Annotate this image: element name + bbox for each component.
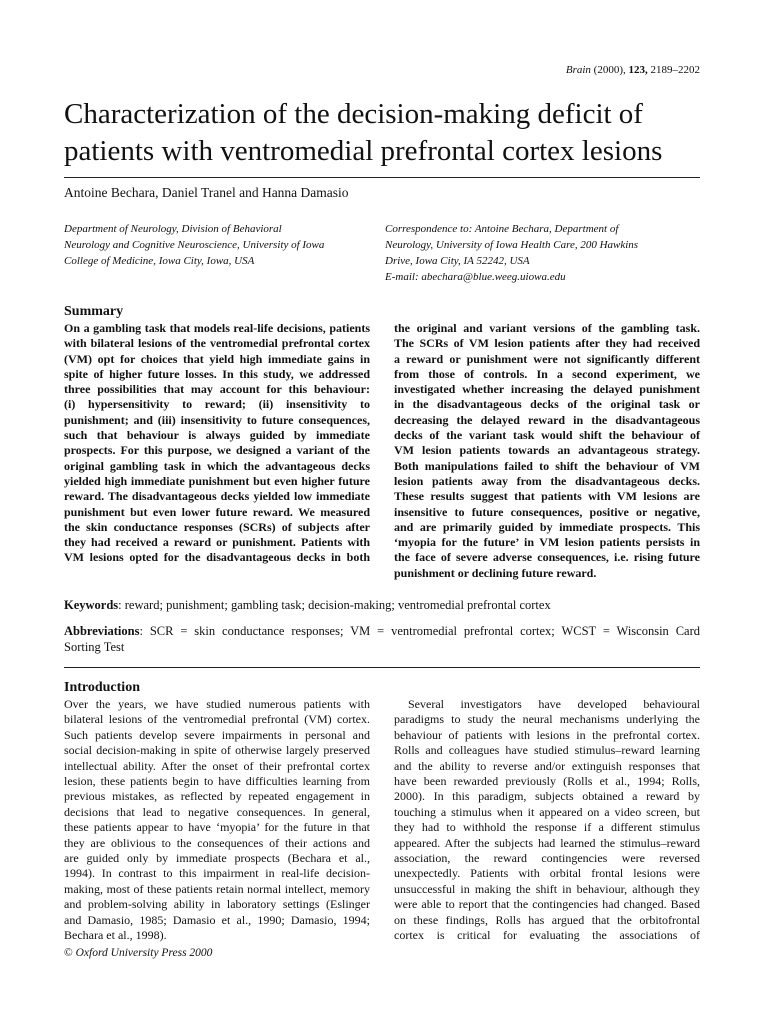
summary-line: decks of the variant task would shift the behaviour of bbox=[394, 428, 700, 443]
summary-line: punishment but even lower future reward. We measured bbox=[64, 504, 370, 519]
keywords-label: Keywords bbox=[64, 598, 119, 612]
body-line: decisions that lead to negative consequences. In general, bbox=[64, 804, 370, 819]
summary-line: the face of severe adverse consequences, i.e. rising future bbox=[394, 550, 700, 565]
body-line: Over the years, we have studied numerous patients with bbox=[64, 697, 370, 711]
correspondence-line: Correspondence to: Antoine Bechara, Department of bbox=[385, 223, 619, 235]
body-line: these patients appear to have ‘myopia’ for the future in that bbox=[64, 820, 370, 835]
section-divider bbox=[64, 667, 700, 668]
body-line: behaviour of patients with lesions in the prefrontal cortex. bbox=[394, 727, 700, 742]
summary-line: reward. The disadvantageous decks yielded low immediate bbox=[64, 489, 370, 504]
body-line: intellectual ability. After the onset of their prefrontal cortex bbox=[64, 758, 370, 773]
summary-line: (i) hypersensitivity to reward; (ii) insensitivity to bbox=[64, 397, 370, 412]
body-line: were able to report that the contingencies had changed. Based bbox=[394, 897, 700, 912]
body-line: unsuccessful in making the shift in behaviour, although they bbox=[394, 881, 700, 896]
body-line: paradigms to study the neural mechanisms underlying the bbox=[394, 712, 700, 727]
summary-line: with bilateral lesions of the ventromedial prefrontal cortex bbox=[64, 336, 370, 351]
summary-line: in the disadvantageous decks of the original task or bbox=[394, 397, 700, 412]
summary-line: punishment; and (iii) insensitivity to future consequences, bbox=[64, 412, 370, 427]
affiliation-line: College of Medicine, Iowa City, Iowa, USA bbox=[64, 255, 255, 267]
summary-left-column bbox=[64, 321, 370, 566]
summary-line: decreasing the delayed reward in the disadvantageous bbox=[394, 412, 700, 427]
body-line: and the ability to reverse and/or extinguish responses that bbox=[394, 758, 700, 773]
summary-line: ‘myopia for the future’ in VM lesion patients persists in bbox=[394, 535, 700, 550]
summary-line: On a gambling task that models real-life decisions, patients bbox=[64, 321, 370, 335]
summary-line: punishment or declining future reward. bbox=[394, 565, 597, 580]
journal-reference bbox=[566, 64, 700, 76]
body-line: bilateral lesions of the ventromedial prefrontal (VM) cortex. bbox=[64, 712, 370, 727]
summary-line: three possibilities that may account for this behaviour: bbox=[64, 382, 370, 397]
summary-right-column bbox=[394, 321, 700, 581]
journal-volume: 123, bbox=[628, 64, 648, 76]
summary-line: insensitive to future consequences, positive or negative, bbox=[394, 504, 700, 519]
affiliation-line: Neurology and Cognitive Neuroscience, University of Iowa bbox=[64, 239, 325, 251]
body-line: Such patients develop severe impairments in personal and bbox=[64, 727, 370, 742]
summary-line: from those of controls. In a second experiment, we bbox=[394, 366, 700, 381]
body-line: unexpectedly. Patients with orbital frontal lesions were bbox=[394, 866, 700, 881]
abbreviations-line: Sorting Test bbox=[64, 640, 125, 654]
body-line: Rolls and colleagues have studied stimulus–reward learning bbox=[394, 743, 700, 758]
journal-pages: 2189–2202 bbox=[650, 64, 700, 76]
introduction-left-column bbox=[64, 697, 370, 944]
correspondence-line: Drive, Iowa City, IA 52242, USA bbox=[385, 255, 530, 267]
summary-line: such that behaviour is always guided by immediate bbox=[64, 428, 370, 443]
title-divider bbox=[64, 177, 700, 178]
introduction-heading: Introduction bbox=[64, 680, 140, 695]
body-line: are guided only by immediate prospects (Bechara et al., bbox=[64, 851, 370, 866]
summary-line: yielded high immediate punishment but even higher future bbox=[64, 473, 370, 488]
author-list: Antoine Bechara, Daniel Tranel and Hanna Damasio bbox=[64, 185, 349, 200]
introduction-right-column bbox=[394, 697, 700, 944]
body-line: Bechara et al., 1998). bbox=[64, 928, 167, 943]
summary-line: and are primarily guided by immediate prospects. This bbox=[394, 519, 700, 534]
body-line: association, the reward contingencies were reversed bbox=[394, 851, 700, 866]
summary-line: These results suggest that patients with VM lesions are bbox=[394, 489, 700, 504]
summary-line: (VM) opt for choices that yield high immediate gains in bbox=[64, 351, 370, 366]
affiliation-line: Department of Neurology, Division of Behavioral bbox=[64, 223, 282, 235]
body-line: 2000). In this paradigm, subjects obtained a reward by bbox=[394, 789, 700, 804]
summary-line: The SCRs of VM lesion patients after they had received bbox=[394, 336, 700, 351]
journal-year: (2000), bbox=[593, 64, 626, 76]
article-title: Characterization of the decision-making deficit of patients with ventromedial prefrontal cortex lesions bbox=[64, 98, 663, 167]
summary-line: original gambling task in which the advantageous decks bbox=[64, 458, 370, 473]
body-line: have been rewarded previously (Rolls et al., 1994; Rolls, bbox=[394, 774, 700, 789]
body-line: cortex is critical for evaluating the associations of bbox=[394, 928, 700, 943]
body-line: appeared. After the subjects had learned the stimulus–reward bbox=[394, 835, 700, 850]
copyright-symbol: © bbox=[64, 947, 73, 959]
copyright-notice bbox=[64, 947, 212, 959]
abbreviations-label: Abbreviations bbox=[64, 624, 140, 638]
summary-line: lesion patients away from the disadvantageous decks. bbox=[394, 473, 700, 488]
abbreviations bbox=[64, 623, 700, 655]
correspondence-line: Neurology, University of Iowa Health Care, 200 Hawkins bbox=[385, 239, 639, 251]
summary-line: VM lesions opted for the disadvantageous decks in both bbox=[64, 550, 370, 565]
summary-line: they had received a reward or punishment. Patients with bbox=[64, 535, 370, 550]
correspondence bbox=[385, 221, 705, 285]
summary-line: the skin conductance responses (SCRs) of subjects after bbox=[64, 519, 370, 534]
body-line: they are oblivious to the consequences of their actions and bbox=[64, 835, 370, 850]
summary-line: VM lesion patients towards an advantageous strategy. bbox=[394, 443, 700, 458]
journal-name: Brain bbox=[565, 64, 591, 76]
summary-line: a reward or punishment were not significantly different bbox=[394, 351, 700, 366]
summary-line: spite of higher future losses. In this study, we addressed bbox=[64, 366, 370, 381]
body-line: 1994). In contrast to this impairment in real-life decision- bbox=[64, 866, 370, 881]
body-line: they had to withhold the response if a different stimulus bbox=[394, 820, 700, 835]
summary-heading: Summary bbox=[64, 304, 124, 319]
copyright-text: Oxford University Press 2000 bbox=[72, 947, 213, 959]
abbreviations-line bbox=[64, 623, 700, 639]
body-line: and Damasio, 1985; Damasio et al., 1990; Damasio, 1994; bbox=[64, 912, 370, 927]
summary-line: Both manipulations failed to shift the behaviour of VM bbox=[394, 458, 700, 473]
body-line: on these findings, Rolls has argued that the orbitofrontal bbox=[394, 912, 700, 927]
body-line: lesion, these patients begin to have difficulties learning from bbox=[64, 774, 370, 789]
body-line: Several investigators have developed behavioural bbox=[408, 697, 700, 711]
keywords-text: : reward; punishment; gambling task; decision-making; ventromedial prefrontal cortex bbox=[118, 598, 551, 612]
correspondence-email[interactable]: E-mail: abechara@blue.weeg.uiowa.edu bbox=[385, 271, 566, 283]
body-line: previous mistakes, as reflected by repeated engagement in bbox=[64, 789, 370, 804]
summary-line: the original and variant versions of the gambling task. bbox=[394, 321, 700, 335]
body-line: and problem-solving ability in laboratory settings (Eslinger bbox=[64, 897, 370, 912]
summary-line: prospects. For this purpose, we designed a variant of the bbox=[64, 443, 370, 458]
abbreviations-text: : SCR = skin conductance responses; VM = ventromedial prefrontal cortex; WCST = Wisconsin Card bbox=[139, 624, 700, 638]
affiliation bbox=[64, 221, 384, 269]
body-line: social decision-making in spite of otherwise largely preserved bbox=[64, 743, 370, 758]
body-line: making, most of these patients retain normal intellect, memory bbox=[64, 881, 370, 896]
summary-line: investigated whether increasing the delayed punishment bbox=[394, 382, 700, 397]
body-line: touching a stimulus when it appeared on a video screen, but bbox=[394, 804, 700, 819]
keywords bbox=[64, 598, 551, 613]
